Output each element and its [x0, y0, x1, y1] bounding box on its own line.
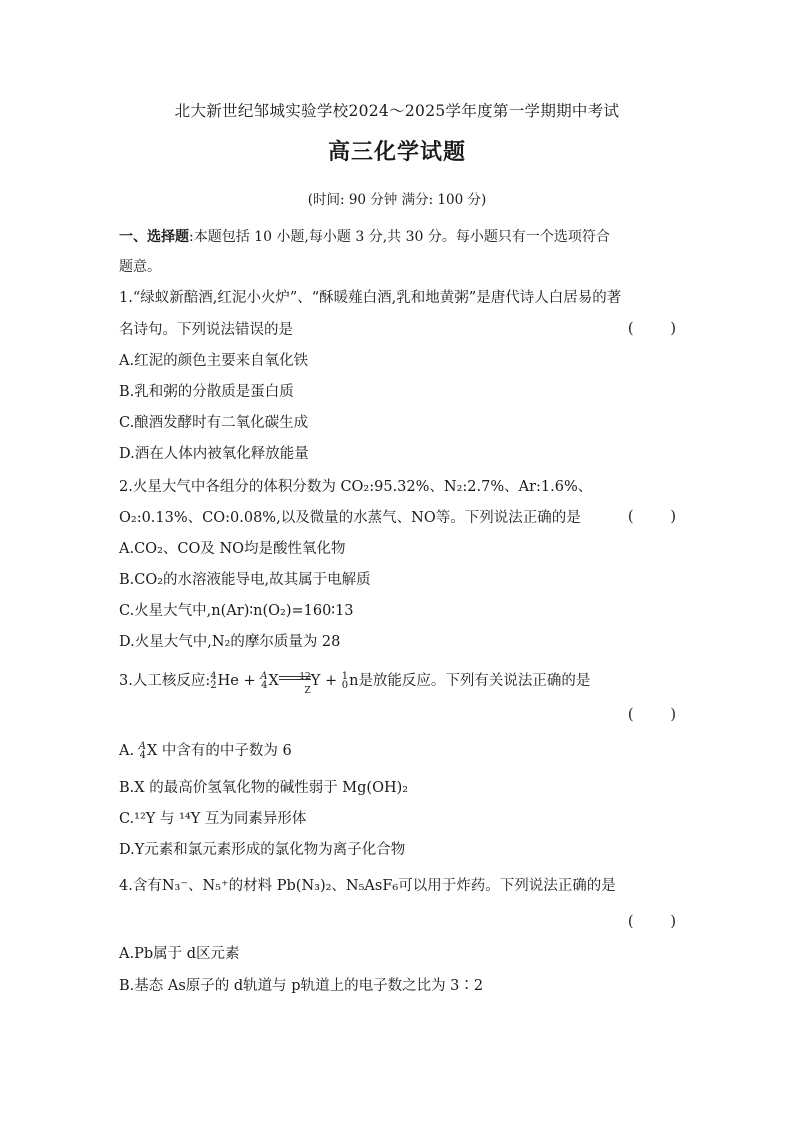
q1-option-c: C.酿酒发酵时有二氧化碳生成 — [119, 415, 309, 431]
q1-option-d: D.酒在人体内被氧化释放能量 — [119, 446, 309, 462]
q1-answer-paren: ( ) — [627, 321, 676, 337]
q4-answer-paren: ( ) — [627, 914, 676, 930]
q2-stem-line2: O₂:0.13%、CO:0.08%,以及微量的水蒸气、NO等。下列说法正确的是 — [119, 510, 581, 526]
q3-prefix: 3.人工核反应: — [119, 673, 211, 689]
y-symbol: Y + — [310, 673, 342, 689]
q2-option-b: B.CO₂的水溶液能导电,故其属于电解质 — [119, 572, 371, 588]
n-nuclide-indices — [342, 672, 348, 690]
q2-answer-paren: ( ) — [627, 509, 676, 525]
q3-stem — [119, 670, 684, 696]
school-exam-header: 北大新世纪邹城实验学校2024～2025学年度第一学期期中考试 — [174, 102, 620, 120]
n-mass-number: 1 — [341, 671, 349, 682]
n-atomic-number: 0 — [341, 680, 349, 691]
q1-stem-line2: 名诗句。下列说法错误的是 — [119, 322, 293, 338]
section-heading-line — [119, 226, 684, 248]
x-symbol: X — [268, 673, 279, 689]
q3-option-a — [119, 740, 684, 762]
q3-answer-paren: ( ) — [627, 707, 676, 723]
section-intro-cont: 题意。 — [119, 259, 161, 275]
reaction-arrow — [279, 672, 311, 696]
q3-option-d: D.Y元素和氯元素形成的氯化物为离子化合物 — [119, 842, 406, 858]
q2-option-a: A.CO₂、CO及 NO均是酸性氧化物 — [119, 541, 346, 557]
section-heading: 一、选择题 — [119, 229, 189, 245]
x-nuclide-indices — [260, 672, 267, 690]
q3-a-mass-number: A — [138, 741, 146, 752]
q3-a-atomic-number: 4 — [139, 750, 146, 761]
x-atomic-number: 4 — [261, 680, 268, 691]
q2-option-d: D.火星大气中,N₂的摩尔质量为 28 — [119, 634, 341, 650]
he-atomic-number: 2 — [210, 680, 217, 691]
q4-option-a: A.Pb属于 d区元素 — [119, 946, 240, 962]
q4-stem: 4.含有N₃⁻、N₅⁺的材料 Pb(N₃)₂、N₅AsF₆可以用于炸药。下列说法正确的是 — [119, 878, 616, 894]
y-mass-number: 12 — [299, 672, 311, 682]
section-intro: :本题包括 10 小题,每小题 3 分,共 30 分。每小题只有一个选项符合 — [189, 229, 610, 245]
q1-option-b: B.乳和粥的分散质是蛋白质 — [119, 384, 294, 400]
q2-option-c: C.火星大气中,n(Ar)∶n(O₂)=160∶13 — [119, 603, 354, 619]
q1-stem-line1: 1.“绿蚁新醅酒,红泥小火炉”、“酥暖薤白酒,乳和地黄粥”是唐代诗人白居易的著 — [119, 290, 622, 306]
he-nuclide-indices — [210, 672, 216, 690]
q4-option-b: B.基态 As原子的 d轨道与 p轨道上的电子数之比为 3∶2 — [119, 978, 484, 994]
time-score-info: (时间: 90 分钟 满分: 100 分) — [307, 192, 487, 208]
q3-option-b: B.X 的最高价氢氧化物的碱性弱于 Mg(OH)₂ — [119, 780, 409, 796]
q3-option-c: C.¹²Y 与 ¹⁴Y 互为同素异形体 — [119, 811, 307, 827]
page-title: 高三化学试题 — [327, 140, 466, 165]
he-symbol: He + — [217, 673, 261, 689]
q3-option-a-text: X 中含有的中子数为 6 — [146, 743, 292, 759]
he-mass-number: 4 — [210, 671, 217, 682]
q3-suffix: 是放能反应。下列有关说法正确的是 — [358, 673, 591, 689]
n-symbol: n — [349, 673, 359, 689]
q3-a-nuclide-indices — [139, 742, 146, 760]
q2-stem-line1: 2.火星大气中各组分的体积分数为 CO₂:95.32%、N₂:2.7%、Ar:1.6%、 — [119, 479, 593, 495]
q1-option-a: A.红泥的颜色主要来自氧化铁 — [119, 353, 309, 369]
x-mass-number: A — [260, 671, 268, 682]
q3-option-a-label: A. — [119, 743, 139, 759]
y-atomic-number: Z — [304, 686, 311, 696]
